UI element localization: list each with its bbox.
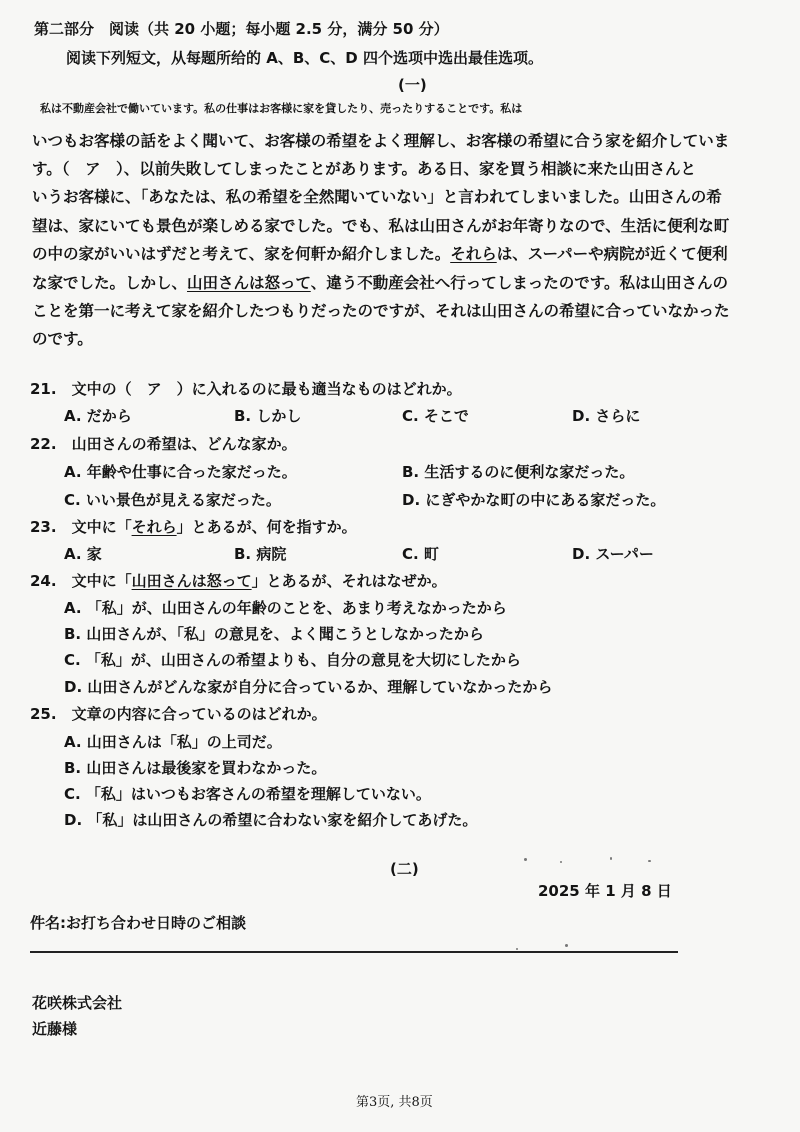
question-24: 24. 文中に「山田さんは怒って」とあるが、それはなぜか。 bbox=[30, 572, 447, 590]
passage-line: の中の家がいいはずだと考えて、家を何軒か紹介しました。それらは、スーパーや病院が近くて便利 bbox=[32, 245, 728, 263]
question-22-option-d: D. にぎやかな町の中にある家だった。 bbox=[402, 491, 666, 509]
passage-line: いうお客様に、「あなたは、私の希望を全然聞いていない」と言われてしまいました。山田さんの希 bbox=[32, 188, 722, 206]
question-24-option-c: C. 「私」が、山田さんの希望よりも、自分の意見を大切にしたから bbox=[64, 651, 521, 669]
question-24-option-b: B. 山田さんが、「私」の意見を、よく聞こうとしなかったから bbox=[64, 625, 484, 643]
passage-line: のです。 bbox=[32, 330, 93, 348]
question-21-option-a: A. だから bbox=[64, 407, 132, 425]
scan-noise bbox=[610, 857, 612, 860]
question-22-option-c: C. いい景色が見える家だった。 bbox=[64, 491, 281, 509]
question-25-option-a: A. 山田さんは「私」の上司だ。 bbox=[64, 733, 282, 751]
section-header: 第二部分 阅读（共 20 小题；每小题 2.5 分，满分 50 分） bbox=[34, 20, 449, 38]
underlined-yamada-angry: 山田さんは怒って bbox=[187, 274, 311, 292]
question-25-option-b: B. 山田さんは最後家を買わなかった。 bbox=[64, 759, 327, 777]
underlined-sorera: それら bbox=[450, 245, 497, 263]
question-23: 23. 文中に「それら」とあるが、何を指すか。 bbox=[30, 518, 357, 536]
question-22: 22. 山田さんの希望は、どんな家か。 bbox=[30, 435, 297, 453]
question-25: 25. 文章の内容に合っているのはどれか。 bbox=[30, 705, 327, 723]
question-25-option-d: D. 「私」は山田さんの希望に合わない家を紹介してあげた。 bbox=[64, 811, 478, 829]
recipient-name: 近藤様 bbox=[32, 1020, 78, 1038]
question-24-option-a: A. 「私」が、山田さんの年齢のことを、あまり考えなかったから bbox=[64, 599, 507, 617]
question-21-option-c: C. そこで bbox=[402, 407, 469, 425]
section-instruction: 阅读下列短文，从每题所给的 A、B、C、D 四个选项中选出最佳选项。 bbox=[66, 49, 543, 67]
question-23-option-c: C. 町 bbox=[402, 545, 439, 563]
passage-line: 望は、家にいても景色が楽しめる家でした。でも、私は山田さんがお年寄りなので、生活に便利な町 bbox=[32, 217, 730, 235]
question-21-option-b: B. しかし bbox=[234, 407, 302, 425]
scan-noise bbox=[560, 861, 562, 863]
passage-line: な家でした。しかし、山田さんは怒って、違う不動産会社へ行ってしまったのです。私は山田さんの bbox=[32, 274, 728, 292]
scan-noise bbox=[565, 944, 568, 947]
passage-line: ことを第一に考えて家を紹介したつもりだったのですが、それは山田さんの希望に合っていなかった bbox=[32, 302, 730, 320]
passage-line: す。（ ア ）、以前失敗してしまったことがあります。ある日、家を買う相談に来た山田さんと bbox=[32, 160, 697, 178]
page-number: 第3页, 共8页 bbox=[356, 1095, 433, 1110]
question-21: 21. 文中の（ ア ）に入れるのに最も適当なものはどれか。 bbox=[30, 380, 462, 398]
scan-noise bbox=[524, 858, 527, 861]
question-25-option-c: C. 「私」はいつもお客さんの希望を理解していない。 bbox=[64, 785, 431, 803]
passage-two-label: (二) bbox=[390, 860, 419, 878]
scan-noise bbox=[516, 948, 518, 950]
question-24-option-d: D. 山田さんがどんな家が自分に合っているか、理解していなかったから bbox=[64, 678, 553, 696]
subject-divider bbox=[30, 951, 678, 953]
question-23-option-a: A. 家 bbox=[64, 545, 102, 563]
question-23-option-b: B. 病院 bbox=[234, 545, 287, 563]
passage-one-label: (一) bbox=[398, 76, 427, 94]
letter-date: 2025 年 1 月 8 日 bbox=[538, 882, 672, 900]
passage-line: 私は不動産会社で働いています。私の仕事はお客様に家を貸したり、売ったりすることです。私は bbox=[40, 102, 523, 115]
question-23-option-d: D. スーパー bbox=[572, 545, 654, 563]
question-22-option-a: A. 年齢や仕事に合った家だった。 bbox=[64, 463, 297, 481]
email-subject: 件名:お打ち合わせ日時のご相談 bbox=[30, 914, 247, 932]
question-22-option-b: B. 生活するのに便利な家だった。 bbox=[402, 463, 635, 481]
company-name: 花咲株式会社 bbox=[32, 994, 123, 1012]
passage-line: いつもお客様の話をよく聞いて、お客様の希望をよく理解し、お客様の希望に合う家を紹介していま bbox=[32, 132, 730, 150]
scan-noise bbox=[648, 860, 651, 862]
question-21-option-d: D. さらに bbox=[572, 407, 641, 425]
